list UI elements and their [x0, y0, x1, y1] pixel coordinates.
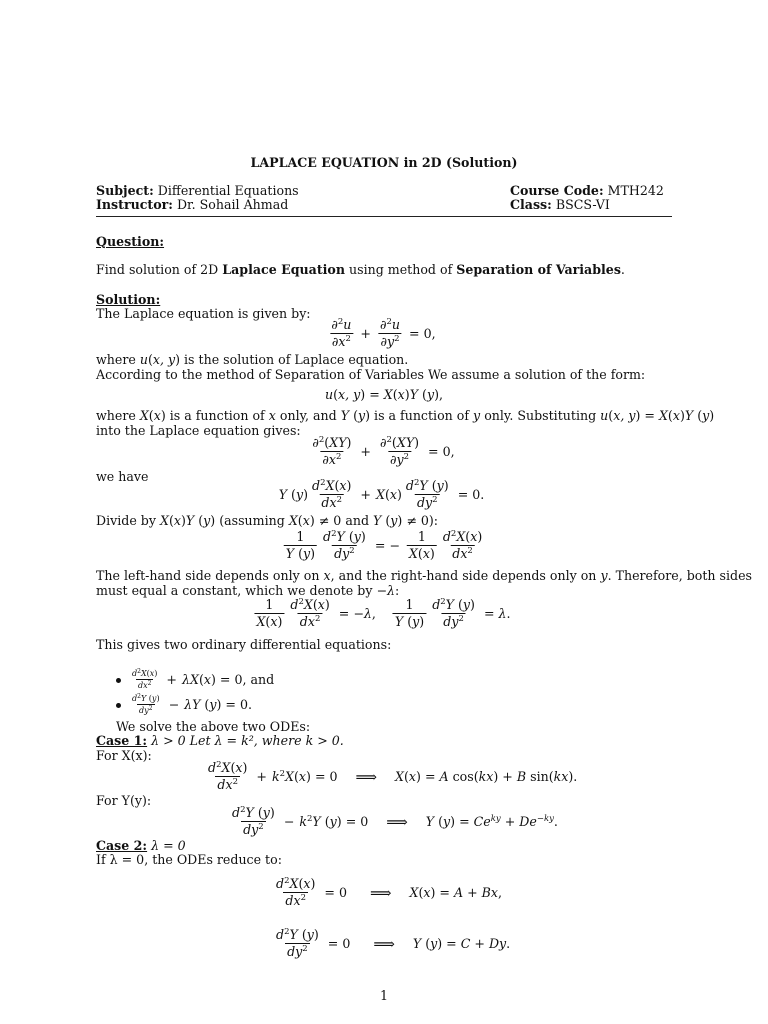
- class-line: [510, 197, 610, 212]
- case2-line: [96, 838, 186, 853]
- two-odes-line: This gives two ordinary differential equations:: [96, 637, 392, 652]
- instructor-line: [96, 197, 288, 212]
- class-label: Class:: [510, 197, 552, 212]
- case2-reduce: If λ = 0, the ODEs reduce to:: [96, 852, 282, 867]
- case1-heading: Case 1:: [96, 733, 148, 748]
- ode-product-equation: Y (y) $\frac{d^2X(x)}{dx^2}$ + X(x) $\frac{d^2Y (y)}{dy^2}$ = 0.: [278, 478, 485, 510]
- header-rule: [96, 216, 672, 217]
- case1-y-solution: $\frac{d^2Y (y)}{dy^2}$ − $k^2Y$ (y) = 0 ⟹ Y $(y) = Ce^{ky} + De^{-ky}$.: [232, 805, 558, 837]
- separated-constants-equation: $\frac{1}{X(x)}$ $\frac{d^2X(x)}{dx^2}$ = −λ, $\frac{1}{Y (y)}$ $\frac{d^2Y (y)}{dy^2}$ = λ.: [256, 597, 511, 629]
- constant-line: must equal a constant, which we denote by −λ:: [96, 583, 400, 598]
- document-title: LAPLACE EQUATION in 2D (Solution): [250, 155, 518, 170]
- where-funcs-line: where X(x) is a function of x only, and Y (y) is a function of y only. Substituting u(x, y) = X(x)Y (y): [96, 408, 715, 423]
- ode-y-bullet: $\frac{d^2Y (y)}{dy^2}$ − λY (y) = 0.: [132, 693, 252, 715]
- case2-condition: λ = 0: [151, 838, 186, 853]
- we-have-line: we have: [96, 469, 149, 484]
- where-u-line: where u(x, y) is the solution of Laplace equation.: [96, 352, 409, 367]
- solve-odes-line: We solve the above two ODEs:: [116, 719, 311, 734]
- class-value: BSCS-VI: [555, 197, 610, 212]
- lhs-rhs-line: The left-hand side depends only on x, and the right-hand side depends only on y. Therefore, both sides: [96, 568, 753, 583]
- case1-for-x: For X(x):: [96, 748, 152, 763]
- course-code-label: Course Code:: [510, 183, 604, 198]
- course-code-value: MTH242: [607, 183, 664, 198]
- substituted-equation: $\frac{\partial^2(XY)}{\partial x^2}$ + $\frac{\partial^2(XY)}{\partial y^2}$ = 0,: [312, 435, 455, 467]
- case1-line: [96, 733, 344, 748]
- subject-line: [96, 183, 299, 198]
- case2-y-solution: $\frac{d^2Y (y)}{dy^2}$ = 0 ⟹ Y (y) = C + Dy.: [276, 927, 511, 959]
- solution-intro: The Laplace equation is given by:: [96, 306, 311, 321]
- subject-label: Subject:: [96, 183, 154, 198]
- case1-for-y: For Y(y):: [96, 793, 152, 808]
- ode-x-bullet: $\frac{d^2X(x)}{dx^2}$ + λX(x) = 0 , and: [132, 668, 275, 690]
- laplace-equation: $\frac{\partial^2u}{\partial x^2}$ + $\frac{\partial^2u}{\partial y^2}$ = 0,: [331, 317, 436, 349]
- subject-value: Differential Equations: [157, 183, 299, 198]
- instructor-label: Instructor:: [96, 197, 173, 212]
- separation-form: u(x, y) = X(x)Y (y),: [325, 387, 443, 402]
- question-text: Find solution of 2D Laplace Equation using method of Separation of Variables.: [96, 262, 625, 277]
- case2-x-solution: $\frac{d^2X(x)}{dx^2}$ = 0 ⟹ X(x) = A + Bx,: [276, 876, 503, 908]
- case2-heading: Case 2:: [96, 838, 148, 853]
- case1-condition: λ > 0 Let λ = k², where k > 0.: [151, 733, 344, 748]
- solution-heading: Solution:: [96, 292, 161, 307]
- question-heading: Question:: [96, 234, 165, 249]
- case1-x-solution: $\frac{d^2X(x)}{dx^2}$ + $k^2X(x) = 0$ ⟹ X(x) = A cos(kx) + B sin(kx).: [208, 760, 578, 792]
- divide-line: Divide by X(x)Y (y) (assuming X(x) ≠ 0 and Y (y) ≠ 0):: [96, 513, 439, 528]
- bullet-marker: [116, 678, 121, 683]
- into-laplace-line: into the Laplace equation gives:: [96, 423, 301, 438]
- divided-equation: $\frac{1}{Y (y)}$ $\frac{d^2Y (y)}{dy^2}$ = − $\frac{1}{X(x)}$ $\frac{d^2X(x)}{dx^2}$: [285, 529, 483, 561]
- instructor-value: Dr. Sohail Ahmad: [176, 197, 289, 212]
- page-number: 1: [379, 988, 389, 1003]
- assume-line: According to the method of Separation of Variables We assume a solution of the form:: [96, 367, 646, 382]
- course-code-line: [510, 183, 664, 198]
- bullet-marker: [116, 703, 121, 708]
